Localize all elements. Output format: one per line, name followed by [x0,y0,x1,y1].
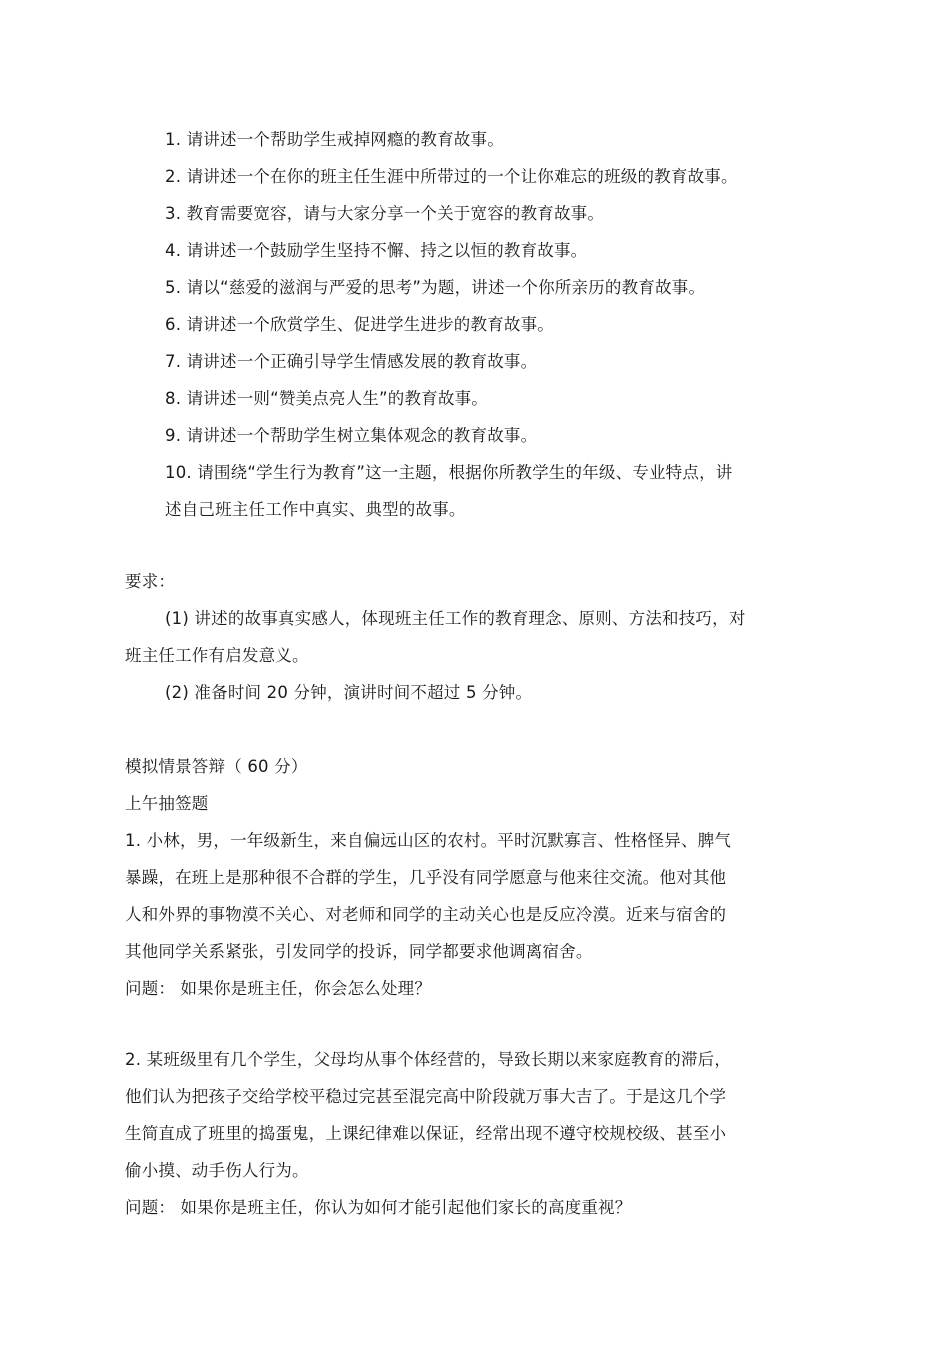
case-line: 人和外界的事物漠不关心、对老师和同学的主动关心也是反应冷漠。近来与宿舍的 [125,905,727,924]
topic-item: 10. 请围绕“学生行为教育”这一主题，根据你所教学生的年级、专业特点，讲 [165,463,733,482]
case-question: 问题： 如果你是班主任，你会怎么处理？ [125,979,432,998]
topic-item: 9. 请讲述一个帮助学生树立集体观念的教育故事。 [165,426,538,445]
section-title: 模拟情景答辩（ 60 分） [125,757,308,776]
topic-item: 7. 请讲述一个正确引导学生情感发展的教育故事。 [165,352,538,371]
topic-item-continuation: 述自己班主任工作中真实、典型的故事。 [165,500,466,519]
requirement-item: (1) 讲述的故事真实感人，体现班主任工作的教育理念、原则、方法和技巧，对 [165,609,746,628]
topic-item: 1. 请讲述一个帮助学生戒掉网瘾的教育故事。 [165,130,504,149]
topic-item: 3. 教育需要宽容，请与大家分享一个关于宽容的教育故事。 [165,204,605,223]
case-line: 其他同学关系紧张，引发同学的投诉，同学都要求他调离宿舍。 [125,942,593,961]
case-question: 问题： 如果你是班主任，你认为如何才能引起他们家长的高度重视？ [125,1198,632,1217]
topic-item: 4. 请讲述一个鼓励学生坚持不懈、持之以恒的教育故事。 [165,241,588,260]
case-line: 他们认为把孩子交给学校平稳过完甚至混完高中阶段就万事大吉了。于是这几个学 [125,1087,727,1106]
case-line: 偷小摸、动手伤人行为。 [125,1161,309,1180]
case-line: 暴躁，在班上是那种很不合群的学生，几乎没有同学愿意与他来往交流。他对其他 [125,868,727,887]
topic-item: 8. 请讲述一则“赞美点亮人生”的教育故事。 [165,389,488,408]
topic-item: 5. 请以“慈爱的滋润与严爱的思考”为题，讲述一个你所亲历的教育故事。 [165,278,706,297]
requirement-item-continuation: 班主任工作有启发意义。 [125,646,309,665]
requirements-heading: 要求： [125,572,176,591]
topic-item: 6. 请讲述一个欣赏学生、促进学生进步的教育故事。 [165,315,554,334]
case-line: 2. 某班级里有几个学生，父母均从事个体经营的，导致长期以来家庭教育的滞后， [125,1050,732,1069]
section-subtitle: 上午抽签题 [125,794,209,813]
case-line: 1. 小林，男，一年级新生，来自偏远山区的农村。平时沉默寡言、性格怪异、脾气 [125,831,732,850]
requirement-item: (2) 准备时间 20 分钟，演讲时间不超过 5 分钟。 [165,683,533,702]
case-line: 生简直成了班里的捣蛋鬼，上课纪律难以保证，经常出现不遵守校规校级、甚至小 [125,1124,727,1143]
topic-item: 2. 请讲述一个在你的班主任生涯中所带过的一个让你难忘的班级的教育故事。 [165,167,738,186]
